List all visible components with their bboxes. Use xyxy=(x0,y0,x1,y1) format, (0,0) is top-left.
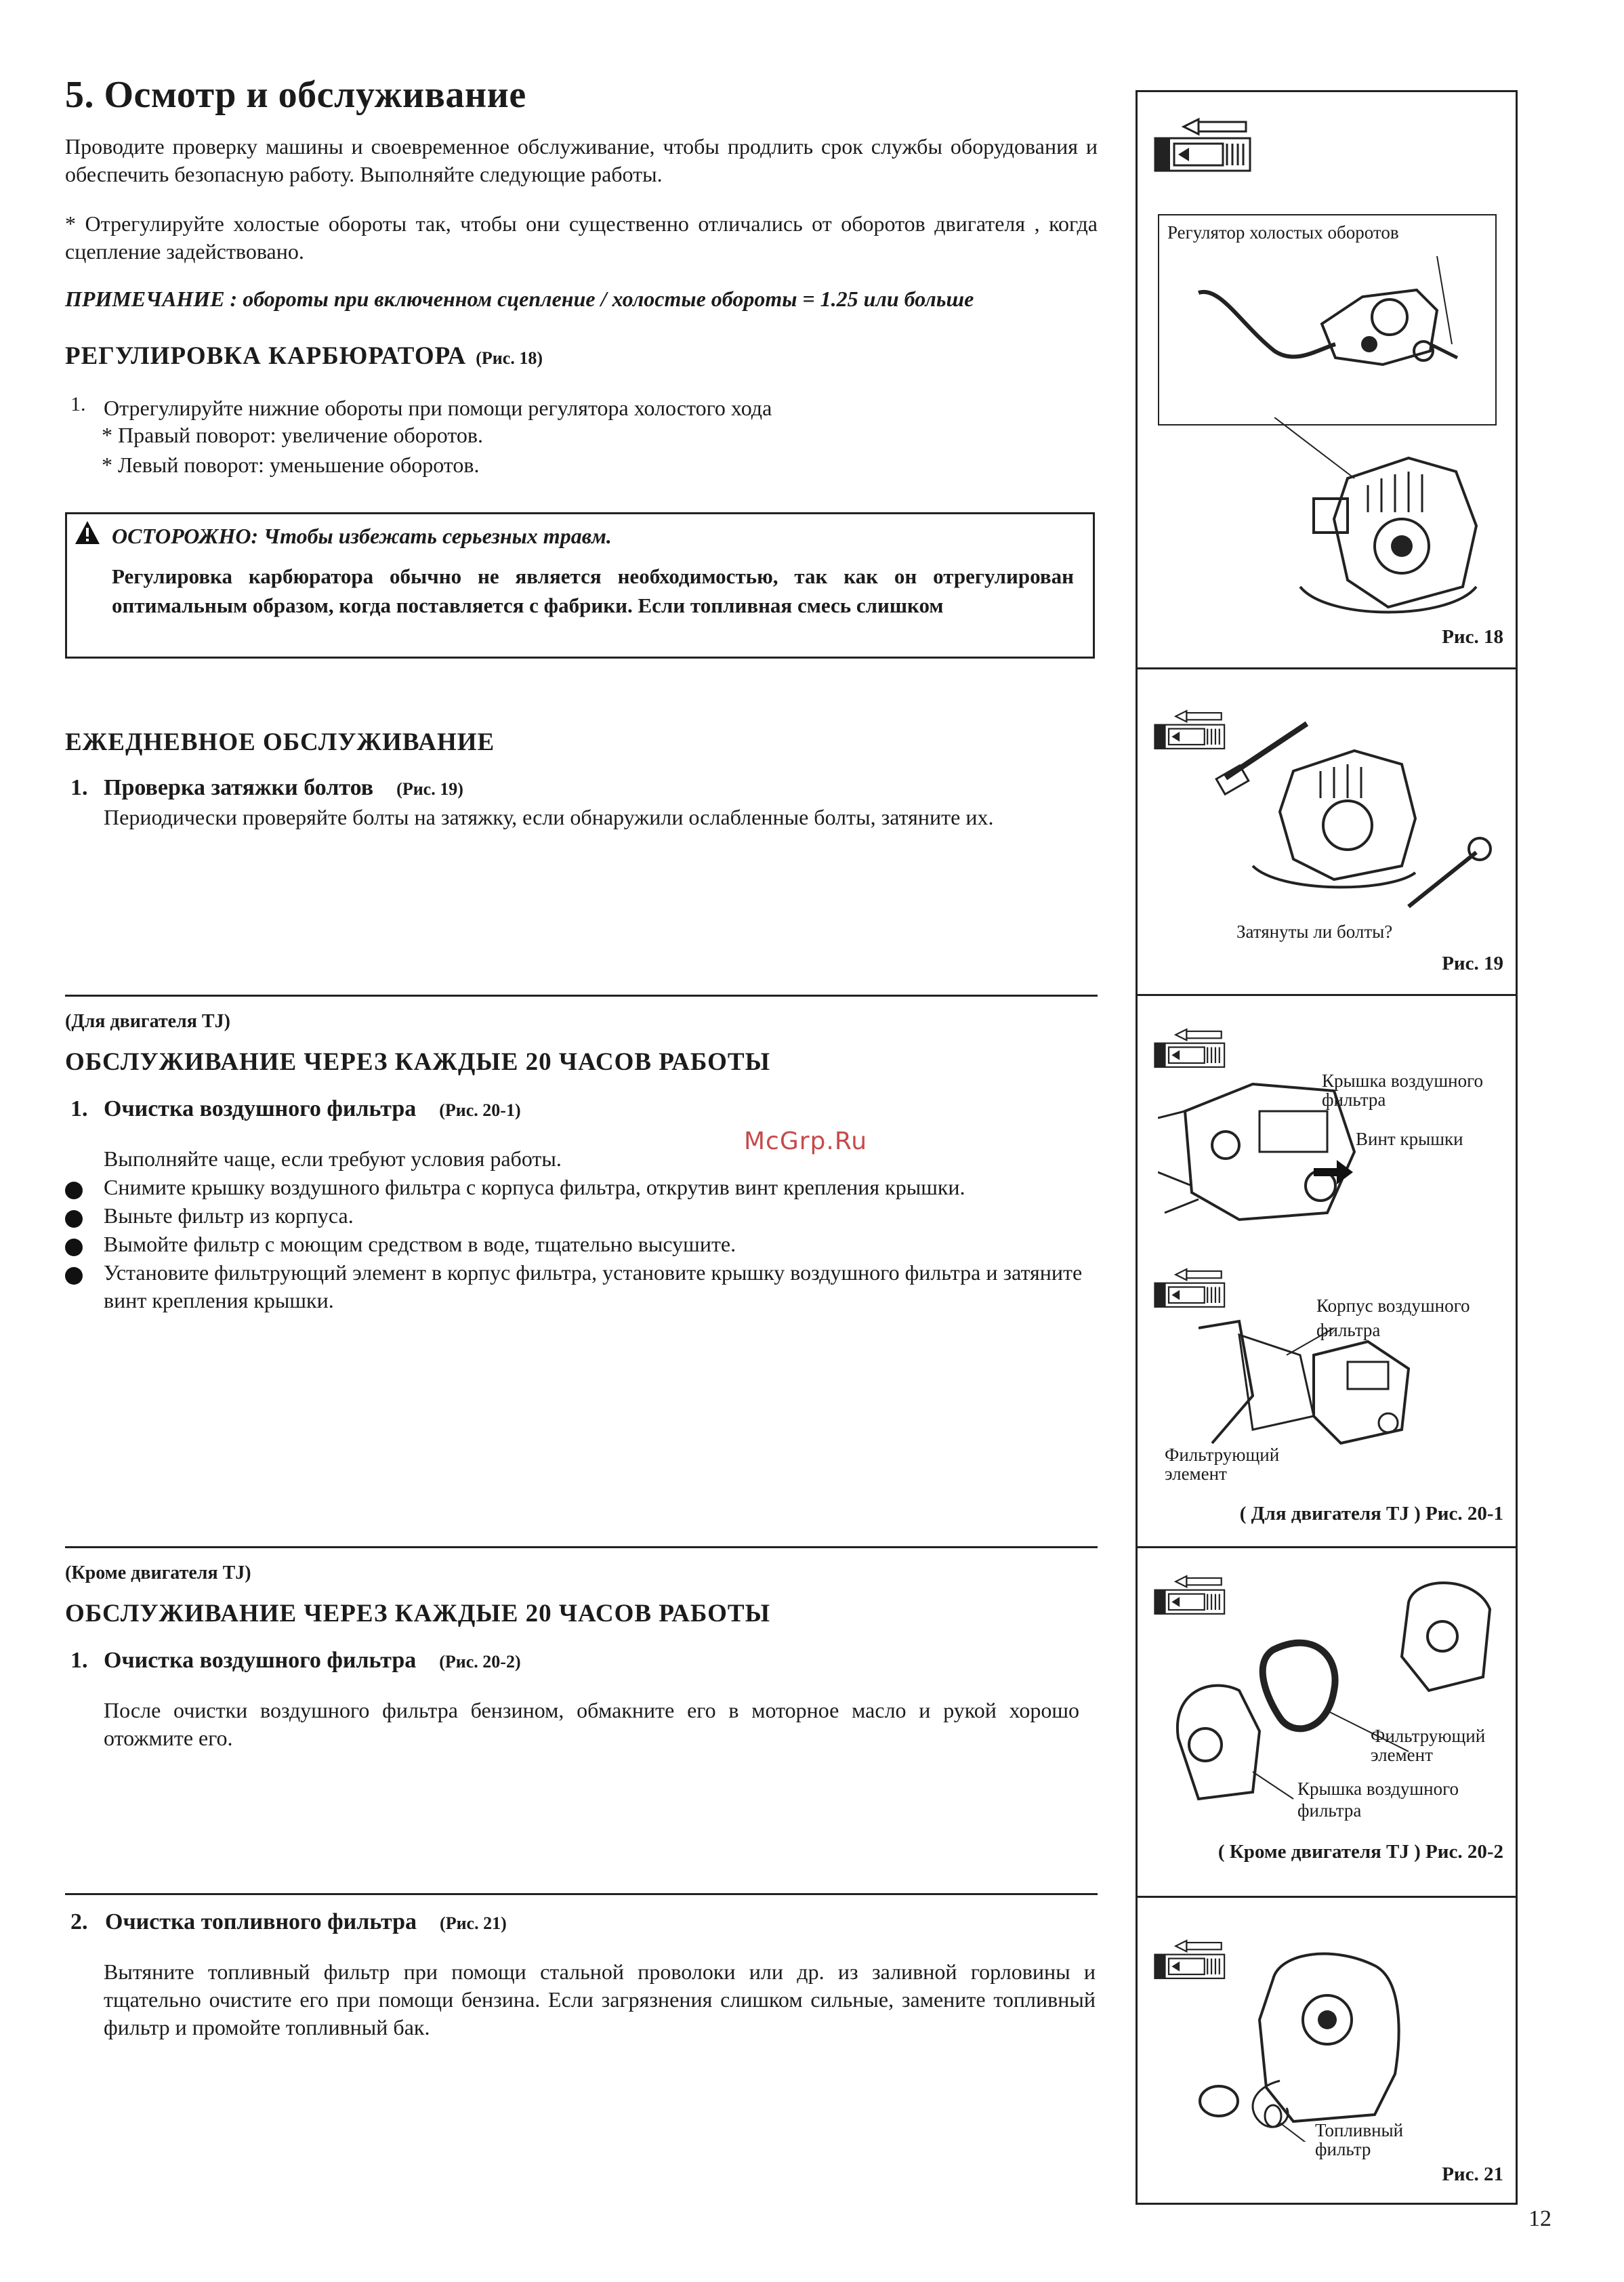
figure-21-panel xyxy=(1136,1896,1518,2205)
stop-switch-icon xyxy=(1154,1027,1228,1069)
bolts-question-label: Затянуты ли болты? xyxy=(1236,921,1393,942)
fig19-caption: Рис. 19 xyxy=(1442,953,1503,974)
warning-title: ОСТОРОЖНО: Чтобы избежать серьезных травм. xyxy=(112,524,612,548)
figure-20-1-panel xyxy=(1136,994,1518,1546)
fig21-caption: Рис. 21 xyxy=(1442,2163,1503,2185)
carb-detail-frame xyxy=(1158,214,1497,426)
carb-right-turn: * Правый поворот: увеличение оборотов. xyxy=(102,423,484,447)
fuel-item-title: Очистка топливного фильтра xyxy=(105,1909,417,1934)
tj-bullet-4: Установите фильтрующий элемент в корпус фильтра, установите крышку воздушного фильтра и затяните винт крепления крышки. xyxy=(104,1260,1083,1312)
tj-lead: Выполняйте чаще, если требуют условия работы. xyxy=(104,1146,562,1171)
idle-note: * Отрегулируйте холостые обороты так, чтобы они существенно отличались от оборотов двигателя , когда сцепление задействовано. xyxy=(65,211,1098,264)
fig201-body-label-2: фильтра xyxy=(1316,1320,1381,1340)
stop-switch-icon xyxy=(1154,117,1255,173)
bullet-icon xyxy=(65,1267,83,1285)
section-divider xyxy=(65,1893,1098,1895)
fig201-element-label-1: Фильтрующий xyxy=(1165,1445,1280,1465)
fig21-label-2: фильтр xyxy=(1315,2139,1371,2159)
bullet-icon xyxy=(65,1182,83,1199)
filter-parts-drawing xyxy=(1158,1575,1510,1806)
carb-heading: РЕГУЛИРОВКА КАРБЮРАТОРА xyxy=(65,342,467,370)
fuel-tank-drawing xyxy=(1199,1938,1483,2142)
carb-left-turn: * Левый поворот: уменьшение оборотов. xyxy=(102,453,480,477)
tj-bullet-1: Снимите крышку воздушного фильтра с корпуса фильтра, открутив винт крепления крышки. xyxy=(104,1175,965,1199)
nontj-item-number: 1. xyxy=(70,1648,88,1673)
arrow-right-icon xyxy=(1314,1159,1354,1186)
warning-box xyxy=(65,512,1095,659)
daily-item-title: Проверка затяжки болтов xyxy=(104,775,374,800)
daily-heading: ЕЖЕДНЕВНОЕ ОБСЛУЖИВАНИЕ xyxy=(65,728,495,756)
stop-switch-icon xyxy=(1154,1267,1228,1309)
tj-bullet-3: Вымойте фильтр с моющим средством в воде, тщательно высушите. xyxy=(104,1232,736,1256)
fuel-text: Вытяните топливный фильтр при помощи стальной проволоки или др. из заливной горловины и тщательно очистите его при помощи бензина. Если загрязнения слишком сильные, замените топливный фильтр и промойте топливный бак. xyxy=(104,1959,1096,2039)
page-number: 12 xyxy=(1528,2206,1552,2231)
section-divider xyxy=(65,995,1098,997)
carb-heading-row xyxy=(65,341,1098,371)
tj-item-title: Очистка воздушного фильтра xyxy=(104,1096,417,1121)
daily-item-number: 1. xyxy=(70,775,88,800)
nontj-item-row xyxy=(104,1648,521,1674)
warning-icon xyxy=(74,520,101,545)
bullet-icon xyxy=(65,1210,83,1228)
bolt-check-drawing xyxy=(1212,710,1497,913)
fig202-cover-label-1: Крышка воздушного xyxy=(1297,1779,1459,1799)
nontj-text: После очистки воздушного фильтра бензином, обмакните его в моторное масло и рукой хорошо отожмите его. xyxy=(104,1698,1079,1750)
tj-subheading: (Для двигателя TJ) xyxy=(65,1011,230,1032)
warning-body: Регулировка карбюратора обычно не является необходимостью, так как он отрегулирован оптимальным образом, когда поставляется с фабрики. Если топливная смесь слишком xyxy=(112,564,1074,617)
fig202-element-label-2: элемент xyxy=(1371,1745,1433,1765)
intro-paragraph: Проводите проверку машины и своевременное обслуживание, чтобы продлить срок службы оборудования и обеспечить безопасную работу. Выполняйте следующие работы. xyxy=(65,134,1098,186)
nontj-item-ref: (Рис. 20-2) xyxy=(439,1652,521,1672)
daily-item-ref: (Рис. 19) xyxy=(396,779,463,799)
carb-step-number: 1. xyxy=(70,393,86,415)
fig201-screw-label: Винт крышки xyxy=(1356,1129,1463,1149)
air-filter-body-drawing xyxy=(1199,1314,1422,1450)
fig201-body-label-1: Корпус воздушного xyxy=(1316,1295,1470,1316)
fig202-element-label-1: Фильтрующий xyxy=(1371,1726,1486,1746)
figure-19-panel xyxy=(1136,667,1518,994)
tj-item-row xyxy=(104,1096,521,1122)
tj-item-ref: (Рис. 20-1) xyxy=(439,1100,521,1120)
nontj-subheading: (Кроме двигателя TJ) xyxy=(65,1562,251,1583)
idle-regulator-label: Регулятор холостых оборотов xyxy=(1167,222,1399,243)
tj-bullet-2: Выньте фильтр из корпуса. xyxy=(104,1203,354,1228)
fig201-element-label-2: элемент xyxy=(1165,1464,1227,1484)
figure-18-panel xyxy=(1136,90,1518,667)
fuel-item-row xyxy=(105,1909,507,1935)
fig201-cover-label-1: Крышка воздушного xyxy=(1322,1071,1484,1091)
fig21-label-1: Топливный xyxy=(1315,2120,1404,2140)
fig201-caption: ( Для двигателя TJ ) Рис. 20-1 xyxy=(1239,1503,1503,1524)
figure-20-2-panel xyxy=(1136,1546,1518,1896)
bullet-icon xyxy=(65,1239,83,1256)
engine-drawing xyxy=(1273,417,1517,627)
nontj-item-title: Очистка воздушного фильтра xyxy=(104,1648,417,1673)
carburetor-drawing xyxy=(1159,249,1491,419)
tj-item-number: 1. xyxy=(70,1096,88,1121)
fuel-item-number: 2. xyxy=(70,1909,88,1934)
fig202-caption: ( Кроме двигателя TJ ) Рис. 20-2 xyxy=(1217,1841,1503,1863)
section-divider xyxy=(65,1546,1098,1548)
fuel-item-ref: (Рис. 21) xyxy=(440,1913,507,1933)
tj-heading: ОБСЛУЖИВАНИЕ ЧЕРЕЗ КАЖДЫЕ 20 ЧАСОВ РАБОТЫ xyxy=(65,1048,770,1076)
daily-item-text: Периодически проверяйте болты на затяжку, если обнаружили ослабленные болты, затяните их. xyxy=(104,805,994,829)
nontj-heading: ОБСЛУЖИВАНИЕ ЧЕРЕЗ КАЖДЫЕ 20 ЧАСОВ РАБОТЫ xyxy=(65,1600,770,1627)
carb-ref: (Рис. 18) xyxy=(476,348,543,368)
primechanie-note: ПРИМЕЧАНИЕ : обороты при включенном сцепление / холостые обороты = 1.25 или больше xyxy=(65,287,974,311)
carb-step-text: Отрегулируйте нижние обороты при помощи регулятора холостого хода xyxy=(104,396,772,420)
fig201-cover-label-2: фильтра xyxy=(1322,1090,1386,1110)
fig18-caption: Рис. 18 xyxy=(1442,626,1503,648)
page-title: 5. Осмотр и обслуживание xyxy=(65,74,526,116)
watermark: McGrp.Ru xyxy=(744,1127,868,1155)
daily-item-row xyxy=(104,775,463,801)
fig202-cover-label-2: фильтра xyxy=(1297,1800,1362,1821)
